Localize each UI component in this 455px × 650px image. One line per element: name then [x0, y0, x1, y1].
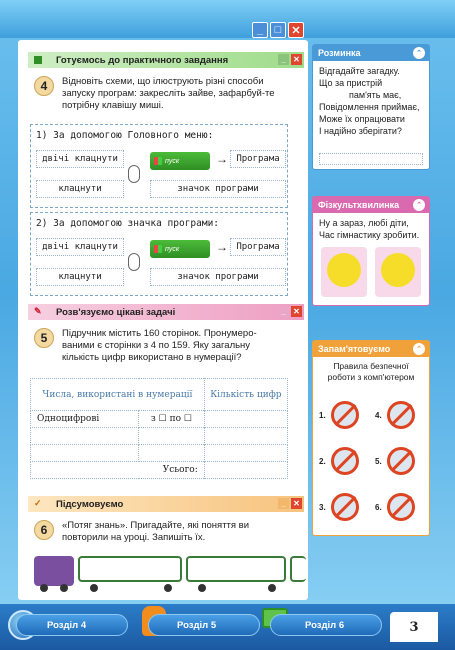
- close-icon[interactable]: ✕: [291, 498, 302, 509]
- checkmark-icon: ✓: [34, 498, 42, 508]
- poem-line: Відгадайте загадку.: [319, 66, 400, 76]
- section-header-summary: [28, 496, 304, 512]
- single-click-option[interactable]: клацнути: [36, 268, 124, 286]
- close-icon[interactable]: ✕: [291, 54, 302, 65]
- wheel-icon: [268, 584, 276, 592]
- empty-cell[interactable]: [31, 445, 139, 462]
- wagon-input[interactable]: [186, 556, 286, 582]
- rule-number: 2.: [319, 457, 326, 466]
- empty-cell[interactable]: [204, 445, 287, 462]
- close-icon[interactable]: ✕: [291, 306, 302, 317]
- to-label: по: [169, 414, 182, 424]
- collapse-icon[interactable]: ⌃: [413, 343, 425, 355]
- task-text: Підручник містить 160 сторінок. Пронумеро-ваними є сторінки з 4 по 159. Яку загальну кількість цифр використано в нумерації?: [62, 328, 257, 363]
- smiley-image: [321, 247, 367, 297]
- column-header: Числа, використані в нумерації: [31, 379, 205, 411]
- poem-line: Повідомлення приймає,: [319, 102, 420, 112]
- start-button: [150, 240, 210, 258]
- minimize-icon[interactable]: _: [278, 54, 289, 65]
- rule-number: 4.: [375, 411, 382, 420]
- page-number: 3: [390, 612, 438, 642]
- poem-line: пам'ять має,: [349, 90, 402, 100]
- task-text: Відновіть схеми, що ілюструють різні способи запуску програм: закресліть зайве, зафарбуй-те потрібну клавішу миші.: [62, 76, 275, 111]
- program-icon-option[interactable]: значок програми: [150, 180, 286, 198]
- maximize-button[interactable]: □: [270, 22, 286, 38]
- mouse-icon[interactable]: [128, 253, 140, 271]
- arrow-icon: →: [216, 152, 228, 166]
- from-label: з: [150, 414, 156, 424]
- prohibition-icon: [331, 493, 359, 521]
- nav-section-6[interactable]: [270, 614, 382, 636]
- panel-header: [313, 197, 429, 213]
- nav-label: Розділ 4: [47, 619, 87, 631]
- riddle-text: [313, 61, 429, 141]
- answer-field[interactable]: [319, 153, 423, 165]
- mouse-icon[interactable]: [128, 165, 140, 183]
- wagon-input[interactable]: [78, 556, 182, 582]
- prohibition-icon: [387, 493, 415, 521]
- total-cell[interactable]: [204, 462, 287, 479]
- smiley-face-icon: [327, 253, 361, 287]
- arrow-icon: →: [216, 240, 228, 254]
- prohibition-icon: [331, 447, 359, 475]
- empty-cell[interactable]: [31, 428, 139, 445]
- minimize-button[interactable]: _: [252, 22, 268, 38]
- panel-header: [313, 45, 429, 61]
- section-header-practice: [28, 52, 304, 68]
- nav-section-5[interactable]: [148, 614, 260, 636]
- panel-title: Фізкультхвилинка: [318, 200, 400, 210]
- poem-line: Може їх опрацювати: [319, 114, 405, 124]
- panel-title: Запам'ятовуємо: [318, 344, 391, 354]
- empty-cell[interactable]: [139, 445, 205, 462]
- warmup-panel: [312, 44, 430, 170]
- prohibition-icon: [331, 401, 359, 429]
- single-click-option[interactable]: клацнути: [36, 180, 124, 198]
- empty-cell[interactable]: [204, 428, 287, 445]
- scheme-title: 1) За допомогою Головного меню:: [36, 130, 214, 141]
- double-click-option[interactable]: двічі клацнути: [36, 150, 124, 168]
- wagon-input[interactable]: [290, 556, 306, 582]
- panel-header: [313, 341, 429, 357]
- section-controls: [278, 306, 302, 317]
- panel-title: Розминка: [318, 48, 361, 58]
- total-label: Усього:: [31, 462, 205, 479]
- rule-number: 5.: [375, 457, 382, 466]
- wheel-icon: [60, 584, 68, 592]
- start-label: пуск: [165, 157, 180, 165]
- poem-line: Час гімнастику зробити.: [319, 230, 420, 240]
- rule-number: 6.: [375, 503, 382, 512]
- collapse-icon[interactable]: ⌃: [413, 47, 425, 59]
- nav-section-4[interactable]: [16, 614, 128, 636]
- section-header-tasks: [28, 304, 304, 320]
- rules-caption: Правила безпечної роботи з комп'ютером: [327, 361, 415, 382]
- nav-label: Розділ 5: [177, 619, 217, 631]
- poem-line: І надійно зберігати?: [319, 126, 402, 136]
- prohibition-icon: [387, 447, 415, 475]
- wheel-icon: [198, 584, 206, 592]
- section-title: Готуємось до практичного завдання: [56, 54, 229, 66]
- task-number: 4: [34, 76, 54, 96]
- start-label: пуск: [165, 245, 180, 253]
- minimize-icon[interactable]: _: [278, 498, 289, 509]
- windows-flag-icon: [154, 157, 162, 165]
- section-controls: [278, 498, 302, 509]
- poem-line: Що за пристрій: [319, 78, 383, 88]
- range-cell[interactable]: з ☐ по ☐: [139, 411, 205, 428]
- task-text: «Потяг знань». Пригадайте, які поняття ви повторили на уроці. Запишіть їх.: [62, 520, 250, 543]
- poem-line: Ну а зараз, любі діти,: [319, 218, 409, 228]
- pencil-icon: ✎: [34, 306, 42, 316]
- prohibition-icon: [387, 401, 415, 429]
- exercise-text: [313, 213, 429, 245]
- empty-cell[interactable]: [139, 428, 205, 445]
- collapse-icon[interactable]: ⌃: [413, 199, 425, 211]
- task-number: 5: [34, 328, 54, 348]
- program-label: Програма: [230, 238, 286, 256]
- start-button: [150, 152, 210, 170]
- section-title: Підсумовуємо: [56, 498, 124, 510]
- row-label: Одноцифрові: [31, 411, 139, 428]
- answer-cell[interactable]: [204, 411, 287, 428]
- program-icon-option[interactable]: значок програми: [150, 268, 286, 286]
- program-label: Програма: [230, 150, 286, 168]
- smiley-image: [375, 247, 421, 297]
- close-button[interactable]: ✕: [288, 22, 304, 38]
- minimize-icon[interactable]: _: [278, 306, 289, 317]
- rule-number: 1.: [319, 411, 326, 420]
- windows-flag-icon: [154, 245, 162, 253]
- scheme-title: 2) За допомогою значка програми:: [36, 218, 220, 229]
- smiley-face-icon: [381, 253, 415, 287]
- double-click-option[interactable]: двічі клацнути: [36, 238, 124, 256]
- remember-panel: [312, 340, 430, 536]
- nav-label: Розділ 6: [305, 619, 345, 631]
- rule-number: 3.: [319, 503, 326, 512]
- section-title: Розв'язуємо цікаві задачі: [56, 306, 176, 318]
- window-title-bar: [0, 0, 455, 38]
- wheel-icon: [90, 584, 98, 592]
- exercise-panel: [312, 196, 430, 306]
- task-number: 6: [34, 520, 54, 540]
- numbering-table: [30, 378, 288, 479]
- locomotive-icon: [34, 556, 74, 586]
- window-controls: [252, 22, 304, 38]
- section-controls: [278, 54, 302, 65]
- wheel-icon: [164, 584, 172, 592]
- square-bullet-icon: [34, 56, 42, 64]
- wheel-icon: [40, 584, 48, 592]
- column-header: Кількість цифр: [204, 379, 287, 411]
